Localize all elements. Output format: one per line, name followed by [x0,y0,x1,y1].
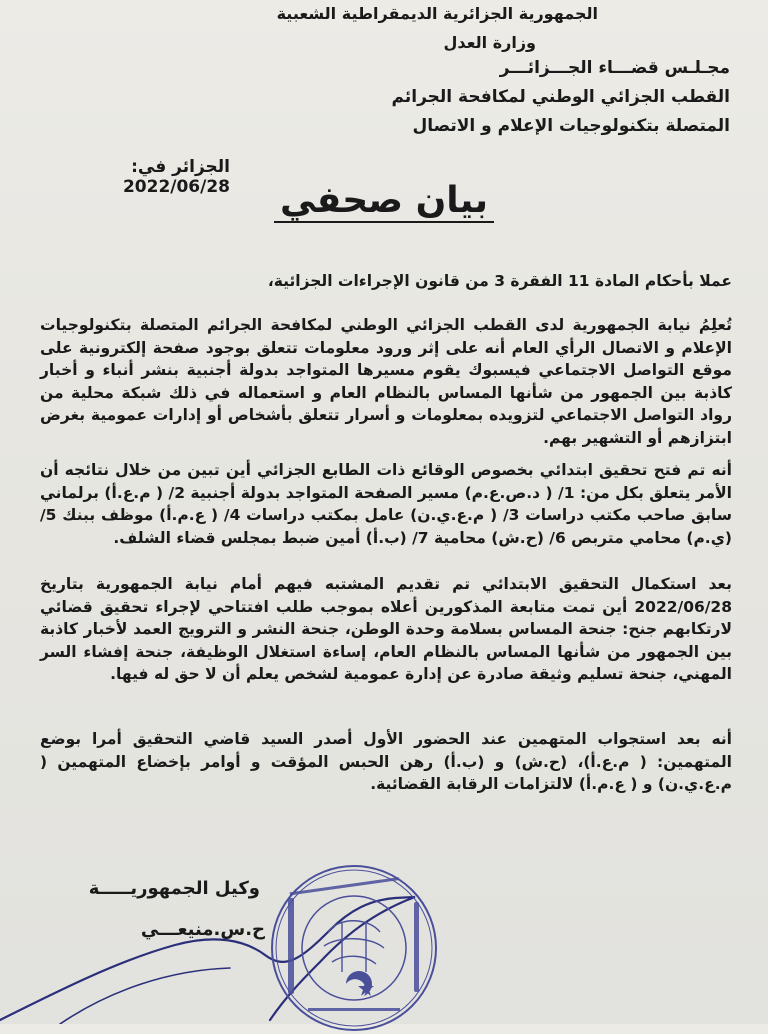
paragraph-prosecution: بعد استكمال التحقيق الابتدائي تم تقديم المشتبه فيهم أمام نيابة الجمهورية بتاريخ 2022/06/28 أين تمت متابعة المذكورين أعلاه بموجب طلب افتتاحي لإجراء تحقيق قضائي لارتكابهم جنح: جنحة المساس بسلامة وحدة الوطن، جنحة النشر و الترويج العمد لأخبار كاذبة بين الجمهور من شأنها المساس بالنظام العام، إساءة استغلال الوظيفة، جنحة إفشاء السر المهني، جنحة تسليم وثيقة صادرة عن إدارة عمومية لشخص يعلم أن لا حق له فيها. [40,575,732,683]
page-title-text: بيان صحفي [274,180,494,223]
issue-date: الجزائر في: 2022/06/28 [122,157,230,197]
paragraph-judicial-orders: أنه بعد استجواب المتهمين عند الحضور الأول أصدر السيد قاضي التحقيق أمرا بوضع المتهمين: ( م.ع.أ)، (ح.ش) و (ب.أ) رهن الحبس المؤقت و أوامر بإخضاع المتهمين ( م.ع.ي.ن) و ( ع.م.أ) لالتزامات الرقابة القضائية. [40,730,732,793]
header-republic: الجمهورية الجزائرية الديمقراطية الشعبية [276,4,598,23]
header-council: مجـلـس قضـــاء الجـــزائـــر [499,58,730,78]
paragraph-legal-basis: عملا بأحكام المادة 11 الفقرة 3 من قانون الإجراءات الجزائية، [267,272,732,290]
page-title [0,180,768,221]
header-pole-line1: القطب الجزائي الوطني لمكافحة الجرائم [391,87,730,107]
header-ministry: وزارة العدل [443,33,536,52]
official-seal [268,862,440,1034]
header-pole-line2: المتصلة بتكنولوجيات الإعلام و الاتصال [412,116,730,136]
signatory-title: وكيل الجمهوريـــــة [88,878,260,899]
paragraph-announcement: تُعلِمُ نيابة الجمهورية لدى القطب الجزائي الوطني لمكافحة الجرائم المتصلة بتكنولوجيات الإعلام و الاتصال الرأي العام أنه على إثر ورود معلومات تتعلق بوجود صفحة إلكترونية على موقع التواصل الاجتماعي فيسبوك يقوم مسيرها المتواجد بدولة أجنبية بنشر أنباء و أخبار كاذبة بين الجمهور من شأنها المساس بالنظام العام و استعماله في ذلك شبكة محلية من رواد التواصل الاجتماعي لتزويده بمعلومات و أسرار تتعلق بأشخاص أو إدارات عمومية بغرض ابتزازهم أو التشهير بهم. [40,316,732,447]
signatory-name: ح.س.منيعـــي [140,919,265,940]
paragraph-investigation: أنه تم فتح تحقيق ابتدائي بخصوص الوقائع ذات الطابع الجزائي أين تبين من خلال نتائجه أن الأمر يتعلق بكل من: 1/ ( د.ص.ع.م) مسير الصفحة المتواجد بدولة أجنبية 2/ ( م.ع.أ) برلماني سابق صاحب مكتب دراسات 3/ ( م.ع.ي.ن) عامل بمكتب دراسات 4/ ( ع.م.أ) موظف ببنك 5/ (ي.م) محامي متربص 6/ (ح.ش) محامية 7/ (ب.أ) أمين ضبط بمجلس قضاء الشلف. [40,461,732,547]
